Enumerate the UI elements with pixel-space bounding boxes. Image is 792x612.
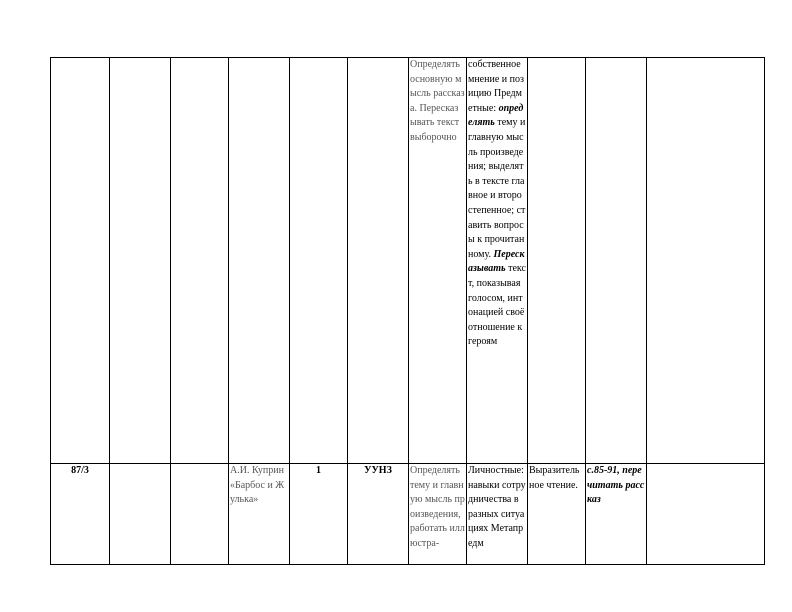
cell-notes (647, 464, 765, 565)
cell-results (467, 58, 528, 464)
cell-date-fact (171, 58, 229, 464)
table-row (51, 58, 765, 464)
cell-date-plan (110, 58, 171, 464)
cell-homework: с.85-91, перечитать рассказ (586, 464, 647, 565)
cell-control: Выразительное чтение. (528, 464, 586, 565)
lesson-plan-table (50, 57, 765, 565)
cell-control (528, 58, 586, 464)
cell-topic (229, 58, 290, 464)
cell-date-fact (171, 464, 229, 565)
results-text-1: собственное мнение и позицию Предметные: (468, 59, 524, 114)
cell-hours: 1 (290, 464, 348, 565)
cell-activity: Определять тему и главную мысль произведения, работать иллюстра- (409, 464, 467, 565)
cell-activity: Определять основную мысль рассказа. Пересказывать текст выборочно (409, 58, 467, 464)
table-row (51, 464, 765, 565)
cell-homework (586, 58, 647, 464)
results-text-3: тему и главную мысль произведения; выделять в тексте главное и второстепенное; ставить вопросы к прочитанному. (468, 117, 526, 260)
cell-number: 87/3 (51, 464, 110, 565)
results-text-5: текст, показывая голосом, интонацией своё отношение к героям (468, 263, 526, 348)
cell-type: УУНЗ (348, 464, 409, 565)
results-text-2: определять (468, 102, 524, 129)
cell-hours (290, 58, 348, 464)
cell-number (51, 58, 110, 464)
cell-type (348, 58, 409, 464)
cell-date-plan (110, 464, 171, 565)
cell-topic: А.И. Куприн «Барбос и Жулька» (229, 464, 290, 565)
cell-notes (647, 58, 765, 464)
cell-results: Личностные: навыки сотрудничества в разных ситуациях Метапредм (467, 464, 528, 565)
results-text-4: Пересказывать (468, 248, 525, 275)
